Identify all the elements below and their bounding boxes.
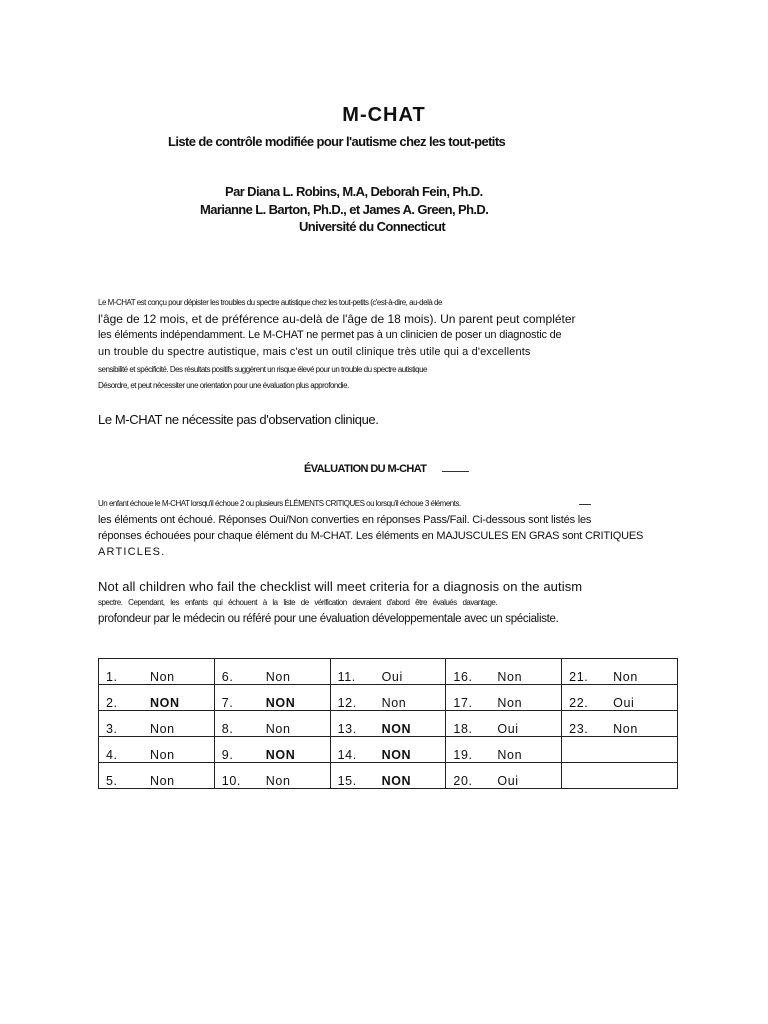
item-number: 23. xyxy=(569,722,589,736)
intro-line-2: l'âge de 12 mois, et de préférence au-delà de l'âge de 18 mois). Un parent peut compléter xyxy=(98,312,576,326)
item-number: 6. xyxy=(221,670,234,684)
item-response: Non xyxy=(613,670,638,684)
item-response: Non xyxy=(497,696,523,710)
item-response: Non xyxy=(265,722,291,736)
section-heading: ÉVALUATION DU M-CHAT xyxy=(304,463,427,475)
table-cell xyxy=(330,659,446,685)
item-number: 5. xyxy=(106,774,118,788)
intro-line-5: sensibilité et spécificité. Des résultats positifs suggèrent un risque élevé pour un trouble du spectre autistique xyxy=(98,365,427,374)
item-response: Non xyxy=(150,722,175,736)
clinical-note: Le M-CHAT ne nécessite pas d'observation clinique. xyxy=(98,412,379,427)
item-response: Non xyxy=(497,670,523,684)
item-response: NON xyxy=(381,774,412,788)
item-response: NON xyxy=(150,696,180,710)
item-number: 22. xyxy=(569,696,589,710)
item-number: 11. xyxy=(337,670,356,684)
scoring-table xyxy=(98,658,678,789)
table-row xyxy=(99,711,678,737)
table-cell xyxy=(330,711,446,737)
table-cell xyxy=(562,763,678,789)
table-cell xyxy=(446,737,562,763)
item-response: Oui xyxy=(497,722,519,736)
table-row xyxy=(99,737,678,763)
table-cell xyxy=(330,763,446,789)
evaluation-line-3: réponses échouées pour chaque élément du M-CHAT. Les éléments en MAJUSCULES EN GRAS sont CRITIQUES xyxy=(98,530,644,542)
item-response: Oui xyxy=(613,696,635,710)
item-number: 15. xyxy=(337,774,357,788)
table-cell xyxy=(446,711,562,737)
item-response: Non xyxy=(497,748,523,762)
table-cell xyxy=(214,763,330,789)
item-number: 18. xyxy=(453,722,473,736)
intro-line-3: les éléments indépendamment. Le M-CHAT ne permet pas à un clinicien de poser un diagnostic de xyxy=(98,329,562,341)
item-number: 8. xyxy=(221,722,234,736)
item-response: NON xyxy=(265,696,296,710)
table-cell xyxy=(99,737,215,763)
item-response: Non xyxy=(381,696,407,710)
item-number: 3. xyxy=(106,722,118,736)
item-response: NON xyxy=(381,722,412,736)
intro-line-6: Désordre, et peut nécessiter une orientation pour une évaluation plus approfondie. xyxy=(98,381,349,390)
intro-line-4: un trouble du spectre autistique, mais c'est un outil clinique très utile qui a d'excellents xyxy=(98,346,531,358)
evaluation-line-6: spectre. Cependant, les enfants qui échouent à la liste de vérification devraient d'abord être évalués davantage. xyxy=(98,598,498,607)
table-cell xyxy=(214,659,330,685)
affiliation: Université du Connecticut xyxy=(299,219,446,234)
table-cell xyxy=(330,685,446,711)
item-number: 20. xyxy=(453,774,473,788)
dash-divider xyxy=(579,504,591,505)
table-cell xyxy=(99,763,215,789)
item-number: 2. xyxy=(106,696,118,710)
evaluation-line-7: profondeur par le médecin ou référé pour une évaluation développementale avec un spécialiste. xyxy=(98,613,559,625)
item-response: Non xyxy=(150,774,175,788)
item-number: 12. xyxy=(337,696,357,710)
item-response: Non xyxy=(265,670,291,684)
item-number: 13. xyxy=(337,722,357,736)
table-cell xyxy=(446,685,562,711)
table-cell xyxy=(562,737,678,763)
table-cell xyxy=(562,685,678,711)
item-number: 14. xyxy=(337,748,357,762)
author-line-1: Par Diana L. Robins, M.A, Deborah Fein, Ph.D. xyxy=(225,184,483,199)
item-number: 17. xyxy=(453,696,473,710)
item-number: 1. xyxy=(106,670,118,684)
item-response: Non xyxy=(613,722,638,736)
item-response: Non xyxy=(150,670,175,684)
item-response: Oui xyxy=(381,670,403,684)
page-title: M-CHAT xyxy=(342,104,426,126)
item-number: 16. xyxy=(453,670,473,684)
table-cell xyxy=(99,659,215,685)
table-cell xyxy=(99,711,215,737)
author-line-2: Marianne L. Barton, Ph.D., et James A. Green, Ph.D. xyxy=(200,202,489,217)
table-row xyxy=(99,763,678,789)
item-response: NON xyxy=(381,748,412,762)
evaluation-line-4: ARTICLES. xyxy=(98,546,166,558)
evaluation-line-1: Un enfant échoue le M-CHAT lorsqu'il échoue 2 ou plusieurs ÉLÉMENTS CRITIQUES ou lorsqu'il échoue 3 éléments. xyxy=(98,499,461,508)
table-cell xyxy=(214,711,330,737)
item-number: 9. xyxy=(221,748,234,762)
item-number: 19. xyxy=(453,748,473,762)
evaluation-line-5: Not all children who fail the checklist will meet criteria for a diagnosis on the autism xyxy=(98,579,583,594)
item-response: Non xyxy=(265,774,291,788)
item-response: Non xyxy=(150,748,175,762)
table-cell xyxy=(214,685,330,711)
table-cell xyxy=(214,737,330,763)
table-cell xyxy=(562,711,678,737)
table-cell xyxy=(562,659,678,685)
intro-line-1: Le M-CHAT est conçu pour dépister les troubles du spectre autistique chez les tout-petits (c'est-à-dire, au-delà de xyxy=(98,298,442,307)
page-subtitle: Liste de contrôle modifiée pour l'autisme chez les tout-petits xyxy=(168,134,506,149)
item-number: 21. xyxy=(569,670,589,684)
heading-underline xyxy=(442,471,469,472)
item-response: NON xyxy=(265,748,296,762)
item-response: Oui xyxy=(497,774,519,788)
table-row xyxy=(99,659,678,685)
item-number: 4. xyxy=(106,748,118,762)
evaluation-line-2: les éléments ont échoué. Réponses Oui/Non converties en réponses Pass/Fail. Ci-dessous sont listés les xyxy=(98,514,592,526)
table-cell xyxy=(446,659,562,685)
item-number: 7. xyxy=(221,696,234,710)
table-cell xyxy=(446,763,562,789)
table-cell xyxy=(99,685,215,711)
table-cell xyxy=(330,737,446,763)
item-number: 10. xyxy=(221,774,241,788)
table-row xyxy=(99,685,678,711)
